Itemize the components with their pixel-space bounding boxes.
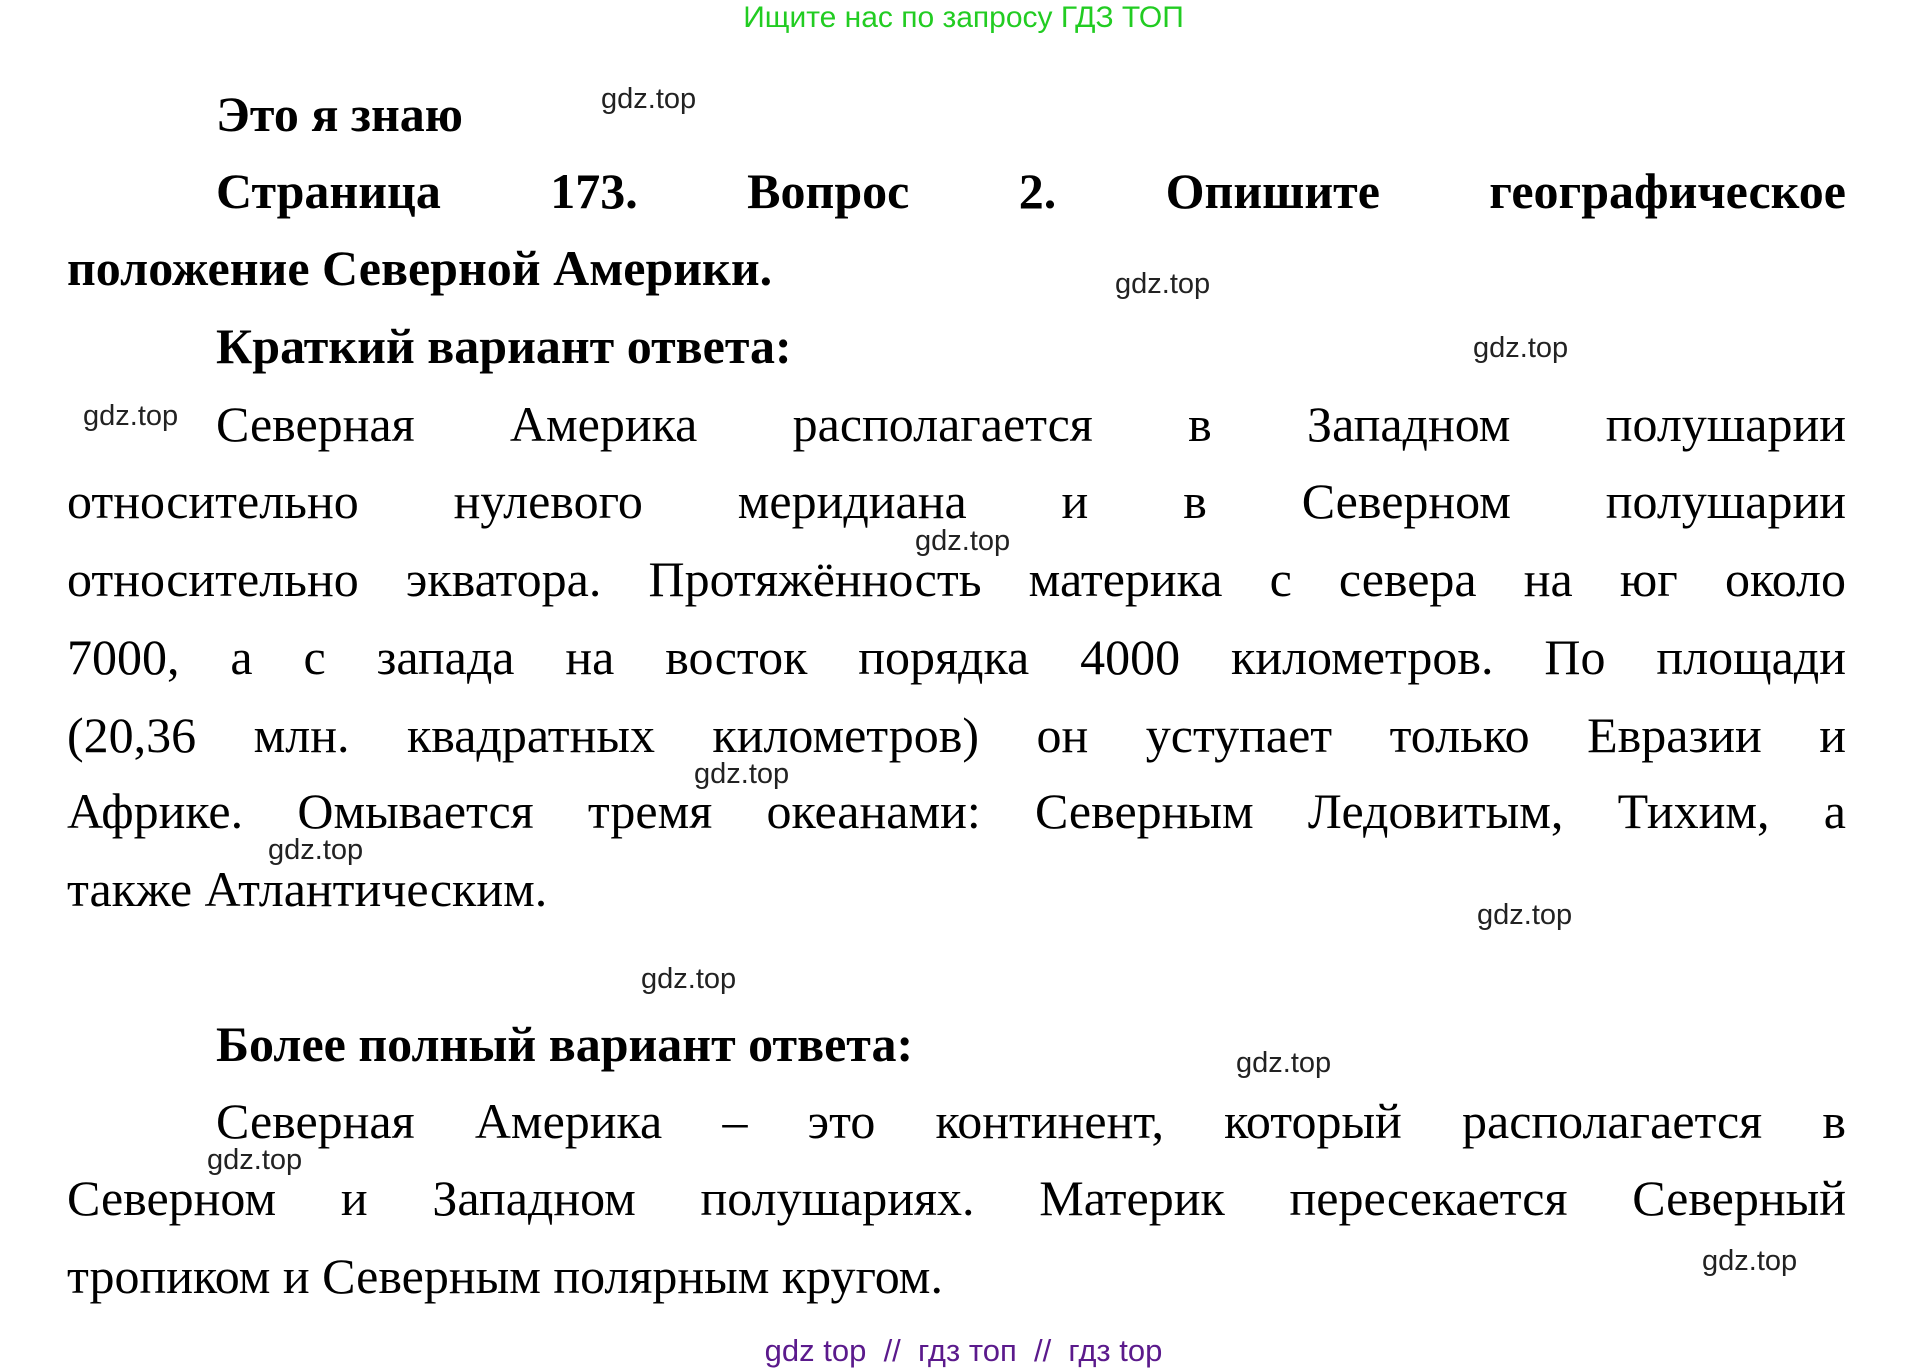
search-banner: Ищите нас по запросу ГДЗ ТОП (743, 1, 1184, 34)
watermark: gdz.top (641, 963, 737, 995)
watermark: gdz.top (1236, 1047, 1332, 1079)
section-title: Это я знаю (216, 86, 463, 142)
watermark: gdz.top (915, 525, 1011, 557)
answer-line: Северном и Западном полушариях. Материк пересекается Северный (67, 1170, 1846, 1226)
watermark: gdz.top (83, 400, 179, 432)
question-line: Страница 173. Вопрос 2. Опишите географическое (216, 163, 1846, 219)
watermark: gdz.top (694, 758, 790, 790)
answer-line: 7000, а с запада на восток порядка 4000 километров. По площади (67, 629, 1846, 685)
answer-line: относительно нулевого меридиана и в Северном полушарии (67, 473, 1846, 529)
short-answer-heading: Краткий вариант ответа: (216, 318, 792, 374)
watermark: gdz.top (268, 834, 364, 866)
watermark: gdz.top (1473, 332, 1569, 364)
answer-line: (20,36 млн. квадратных километров) он уступает только Евразии и (67, 707, 1846, 763)
footer-links: gdz top // гдз топ // гдз top (764, 1333, 1163, 1368)
answer-line: Северная Америка – это континент, который располагается в (216, 1093, 1846, 1149)
question-line: положение Северной Америки. (67, 240, 773, 296)
full-answer-heading: Более полный вариант ответа: (216, 1016, 914, 1072)
answer-line: также Атлантическим. (67, 861, 548, 917)
watermark: gdz.top (1702, 1245, 1798, 1277)
answer-line: Северная Америка располагается в Западном полушарии (216, 396, 1846, 452)
watermark: gdz.top (1115, 268, 1211, 300)
watermark: gdz.top (207, 1144, 303, 1176)
watermark: gdz.top (1477, 899, 1573, 931)
answer-line: тропиком и Северным полярным кругом. (67, 1248, 943, 1304)
watermark: gdz.top (601, 83, 697, 115)
answer-line: относительно экватора. Протяжённость материка с севера на юг около (67, 551, 1846, 607)
answer-line: Африке. Омывается тремя океанами: Северным Ледовитым, Тихим, а (67, 783, 1846, 839)
